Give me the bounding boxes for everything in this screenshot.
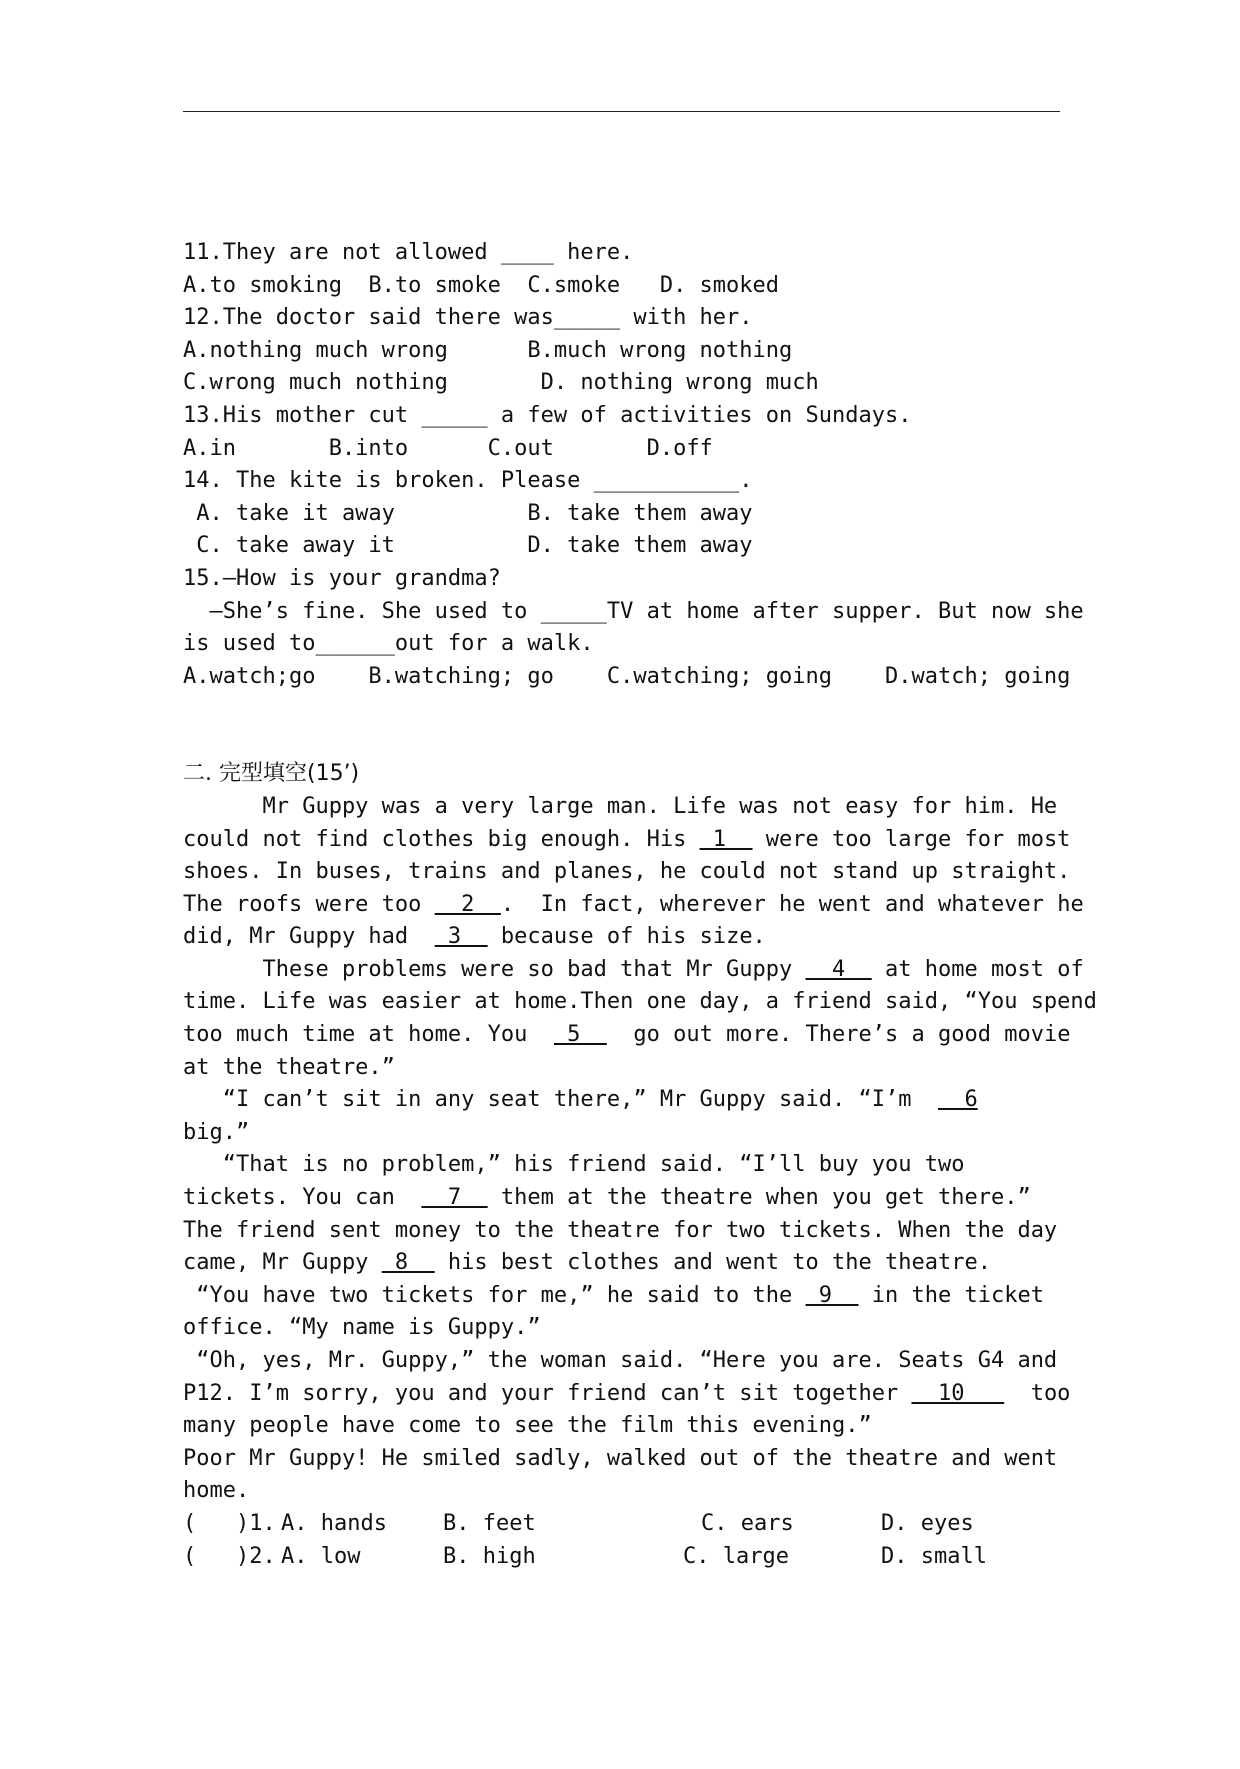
- question-14-options-ab: A. take it away B. take them away: [183, 500, 753, 526]
- section-title: 二. 完型填空(15’): [183, 761, 360, 787]
- answer-option-a: A. hands: [281, 1510, 387, 1536]
- passage-line: shoes. In buses, trains and planes, he could not stand up straight.: [183, 859, 1071, 885]
- passage-line: [183, 1247, 1060, 1280]
- blank-4: 4: [805, 956, 872, 982]
- answer-option-c: C. large: [683, 1543, 789, 1569]
- blank-7: 7: [421, 1185, 488, 1211]
- section-gap: [183, 693, 1060, 758]
- answer-option-b: B. feet: [443, 1510, 536, 1536]
- header-rule: [183, 111, 1060, 112]
- question-14-stem: 14. The kite is broken. Please ___________.: [183, 468, 753, 494]
- blank-6: 6: [937, 1087, 978, 1113]
- answer-number: ( )2.: [183, 1543, 276, 1569]
- passage-line: many people have come to see the film this evening.”: [183, 1413, 872, 1439]
- passage-text: too much time at home. You: [183, 1022, 554, 1048]
- question-15-line-2: —She’s fine. She used to _____TV at home after supper. But now she: [183, 598, 1084, 624]
- question-11-options: A.to smoking B.to smoke C.smoke D. smoked: [183, 272, 780, 298]
- passage-line: “Oh, yes, Mr. Guppy,” the woman said. “Here you are. Seats G4 and: [183, 1348, 1058, 1373]
- question-15-line-3: is used to______out for a walk.: [183, 631, 594, 657]
- answer-option-a: A. low: [281, 1543, 361, 1569]
- passage-text: tickets. You can: [183, 1185, 422, 1211]
- exam-page: [183, 237, 1097, 1573]
- passage-line: The friend sent money to the theatre for two tickets. When the day: [183, 1217, 1058, 1243]
- passage-text: “You have two tickets for me,” he said to the: [183, 1282, 806, 1308]
- passage-line: time. Life was easier at home.Then one day, a friend said, “You spend: [183, 989, 1097, 1015]
- blank-1: 1: [699, 826, 753, 852]
- answer-row-2: [183, 1541, 1060, 1574]
- blank-9: 9: [805, 1282, 859, 1308]
- passage-line: [183, 1378, 1071, 1411]
- passage-line: [183, 1084, 1060, 1117]
- passage-line: Mr Guppy was a very large man. Life was not easy for him. He: [183, 793, 1058, 819]
- passage-line: [183, 889, 1084, 922]
- passage-text: did, Mr Guppy had: [183, 924, 435, 950]
- passage-text: his best clothes and went to the theatre.: [434, 1250, 991, 1276]
- passage-line: [183, 921, 1060, 954]
- question-12-stem: 12.The doctor said there was_____ with her.: [183, 305, 753, 331]
- passage-line: [183, 954, 1084, 987]
- passage-text: The roofs were too: [183, 891, 435, 917]
- answer-option-d: D. small: [881, 1543, 987, 1569]
- question-12-options-ab: A.nothing much wrong B.much wrong nothing: [183, 337, 793, 363]
- blank-10: 10: [911, 1380, 1005, 1406]
- passage-line: [183, 1280, 1060, 1313]
- answer-row-1: [183, 1508, 1060, 1541]
- passage-line: [183, 1182, 1060, 1215]
- answer-number: ( )1.: [183, 1510, 276, 1536]
- passage-text: These problems were so bad that Mr Guppy: [183, 956, 806, 982]
- blank-2: 2: [434, 891, 501, 917]
- question-11-stem: 11.They are not allowed ____ here.: [183, 240, 634, 265]
- answer-option-b: B. high: [443, 1543, 536, 1569]
- passage-line: “That is no problem,” his friend said. “I’ll buy you two: [183, 1152, 965, 1178]
- passage-text: were too large for most: [752, 826, 1071, 852]
- passage-line: big.”: [183, 1119, 250, 1145]
- blank-3: 3: [434, 924, 488, 950]
- passage-text: . In fact, wherever he went and whatever he: [500, 891, 1084, 917]
- answer-option-d: D. eyes: [881, 1510, 974, 1536]
- passage-text: go out more. There’s a good movie: [606, 1022, 1071, 1048]
- passage-text: in the ticket: [858, 1282, 1044, 1308]
- passage-text: at home most of: [871, 956, 1084, 982]
- passage-text: because of his size.: [487, 924, 766, 950]
- passage-text: them at the theatre when you get there.”: [487, 1185, 1031, 1211]
- question-13-stem: 13.His mother cut _____ a few of activities on Sundays.: [183, 402, 912, 428]
- passage-text: “I can’t sit in any seat there,” Mr Guppy said. “I’m: [183, 1087, 938, 1113]
- passage-line: at the theatre.”: [183, 1054, 395, 1080]
- passage-text: too: [1004, 1380, 1071, 1406]
- passage-text: could not find clothes big enough. His: [183, 826, 700, 852]
- passage-line: home.: [183, 1478, 250, 1504]
- blank-8: 8: [381, 1250, 435, 1276]
- question-12-options-cd: C.wrong much nothing D. nothing wrong much: [183, 370, 819, 396]
- question-15-stem: 15.—How is your grandma?: [183, 565, 501, 591]
- answer-option-c: C. ears: [701, 1510, 794, 1536]
- question-14-options-cd: C. take away it D. take them away: [183, 533, 753, 559]
- question-15-options: A.watch;go B.watching; go C.watching; going D.watch; going: [183, 663, 1071, 689]
- passage-line: Poor Mr Guppy! He smiled sadly, walked out of the theatre and went: [183, 1445, 1058, 1471]
- passage-text: P12. I’m sorry, you and your friend can’t sit together: [183, 1380, 912, 1406]
- passage-text: came, Mr Guppy: [183, 1250, 382, 1276]
- passage-line: [183, 824, 1071, 857]
- passage-line: [183, 1019, 1071, 1052]
- passage-line: office. “My name is Guppy.”: [183, 1315, 541, 1341]
- blank-5: 5: [553, 1022, 607, 1048]
- question-13-options: A.in B.into C.out D.off: [183, 435, 713, 461]
